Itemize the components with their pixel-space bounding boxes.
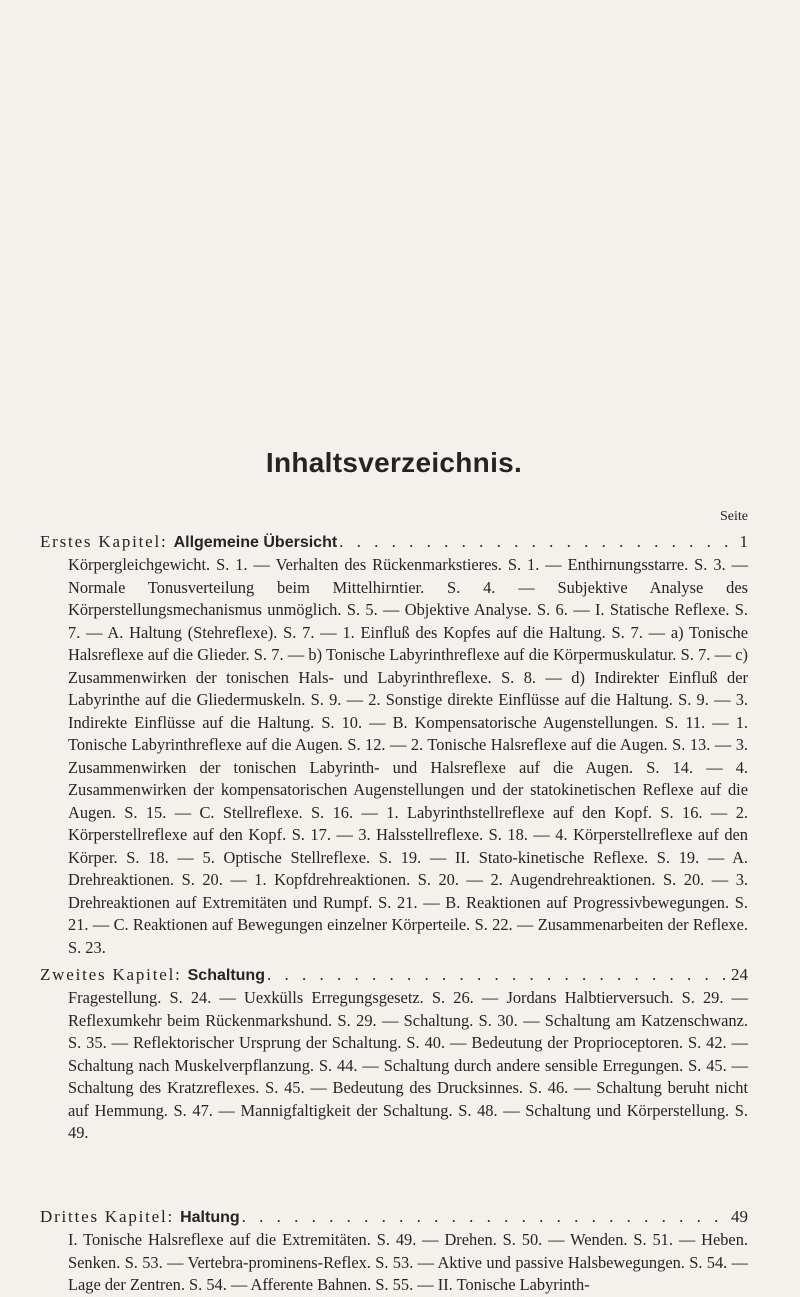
chapter-heading [40, 531, 748, 554]
chapter-label: Zweites Kapitel: [40, 965, 182, 984]
chapter-summary: Körpergleichgewicht. S. 1. — Verhalten des Rückenmarkstieres. S. 1. — Enthirnungsstarre. S. 3. — Normale Tonusverteilung beim Mittelhirntier. S. 4. — Subjektive Analyse des Körperstellungsmechanismus unmöglich. S. 5. — Objektive Analyse. S. 6. — I. Statische Reflexe. S. 7. — A. Haltung (Stehreflexe). S. 7. — 1. Einfluß des Kopfes auf die Haltung. S. 7. — a) Tonische Halsreflexe auf die Glieder. S. 7. — b) Tonische Labyrinthreflexe auf die Körpermuskulatur. S. 7. — c) Zusammenwirken der tonischen Hals- und Labyrinthreflexe. S. 8. — d) Indirekter Einfluß der Labyrinthe auf die Gliedermuskeln. S. 9. — 2. Sonstige direkte Einflüsse auf die Haltung. S. 9. — 3. Indirekte Einflüsse auf die Haltung. S. 10. — B. Kompensatorische Augenstellungen. S. 11. — 1. Tonische Labyrinthreflexe auf die Augen. S. 12. — 2. Tonische Halsreflexe auf die Augen. S. 13. — 3. Zusammenwirken der tonischen Labyrinth- und Halsreflexe auf die Augen. S. 14. — 4. Zusammenwirken der kompensatorischen Augenstellungen und der statokinetischen Reflexe auf die Augen. S. 15. — C. Stellreflexe. S. 16. — 1. Labyrinthstellreflexe auf den Kopf. S. 16. — 2. Körperstellreflexe auf den Kopf. S. 17. — 3. Halsstellreflexe. S. 18. — 4. Körperstellreflexe auf den Körper. S. 18. — 5. Optische Stellreflexe. S. 19. — II. Stato-kinetische Reflexe. S. 19. — A. Drehreaktionen. S. 20. — 1. Kopfdrehreaktionen. S. 20. — 2. Augendrehreaktionen. S. 20. — 3. Drehreaktionen auf Extremitäten und Rumpf. S. 21. — B. Reaktionen auf Progressivbewegungen. S. 21. — C. Reaktionen auf Bewegungen einzelner Körperteile. S. 22. — Zusammenarbeiten der Reflexe. S. 23. [68, 555, 748, 957]
chapter-summary: Fragestellung. S. 24. — Uexkülls Erregungsgesetz. S. 26. — Jordans Halbtierversuch. S. 29. — Reflexumkehr beim Rückenmarkshund. S. 29. — Schaltung. S. 30. — Schaltung am Katzenschwanz. S. 35. — Reflektorischer Ursprung der Schaltung. S. 40. — Bedeutung der Proprioceptoren. S. 42. — Schaltung nach Muskelverpflanzung. S. 44. — Schaltung durch andere sensible Erregungen. S. 45. — Schaltung des Kratzreflexes. S. 45. — Bedeutung des Drucksinnes. S. 46. — Schaltung beruht nicht auf Hemmung. S. 47. — Mannigfaltigkeit der Schaltung. S. 48. — Schaltung und Körperstellung. S. 49. [68, 988, 748, 1142]
page-title: Inhaltsverzeichnis. [265, 447, 523, 478]
chapter-label: Drittes Kapitel: [40, 1207, 175, 1226]
dot-leader [267, 964, 727, 986]
chapter-page-number: 49 [731, 1207, 748, 1226]
chapter-title: Haltung [180, 1209, 240, 1226]
chapter-3 [40, 1206, 748, 1297]
chapter-1 [40, 531, 748, 959]
chapter-heading [40, 964, 748, 987]
page-column-label: Seite [720, 509, 748, 524]
chapter-page-number: 24 [731, 965, 748, 984]
chapter-title: Schaltung [187, 967, 265, 984]
dot-leader [339, 531, 732, 553]
chapter-page-number: 1 [739, 532, 748, 551]
chapter-title: Allgemeine Übersicht [173, 534, 338, 551]
chapter-2 [40, 964, 748, 1145]
chapter-summary: I. Tonische Halsreflexe auf die Extremitäten. S. 49. — Drehen. S. 50. — Wenden. S. 51. — Heben. Senken. S. 53. — Vertebra-prominens-Reflex. S. 53. — Aktive und passive Halsbewegungen. S. 54. — Lage der Zentren. S. 54. — Afferente Bahnen. S. 55. — II. Tonische Labyrinth- [68, 1230, 748, 1294]
chapter-label: Erstes Kapitel: [40, 532, 168, 551]
dot-leader [242, 1206, 727, 1228]
toc-page [40, 0, 748, 1294]
chapter-heading [40, 1206, 748, 1229]
